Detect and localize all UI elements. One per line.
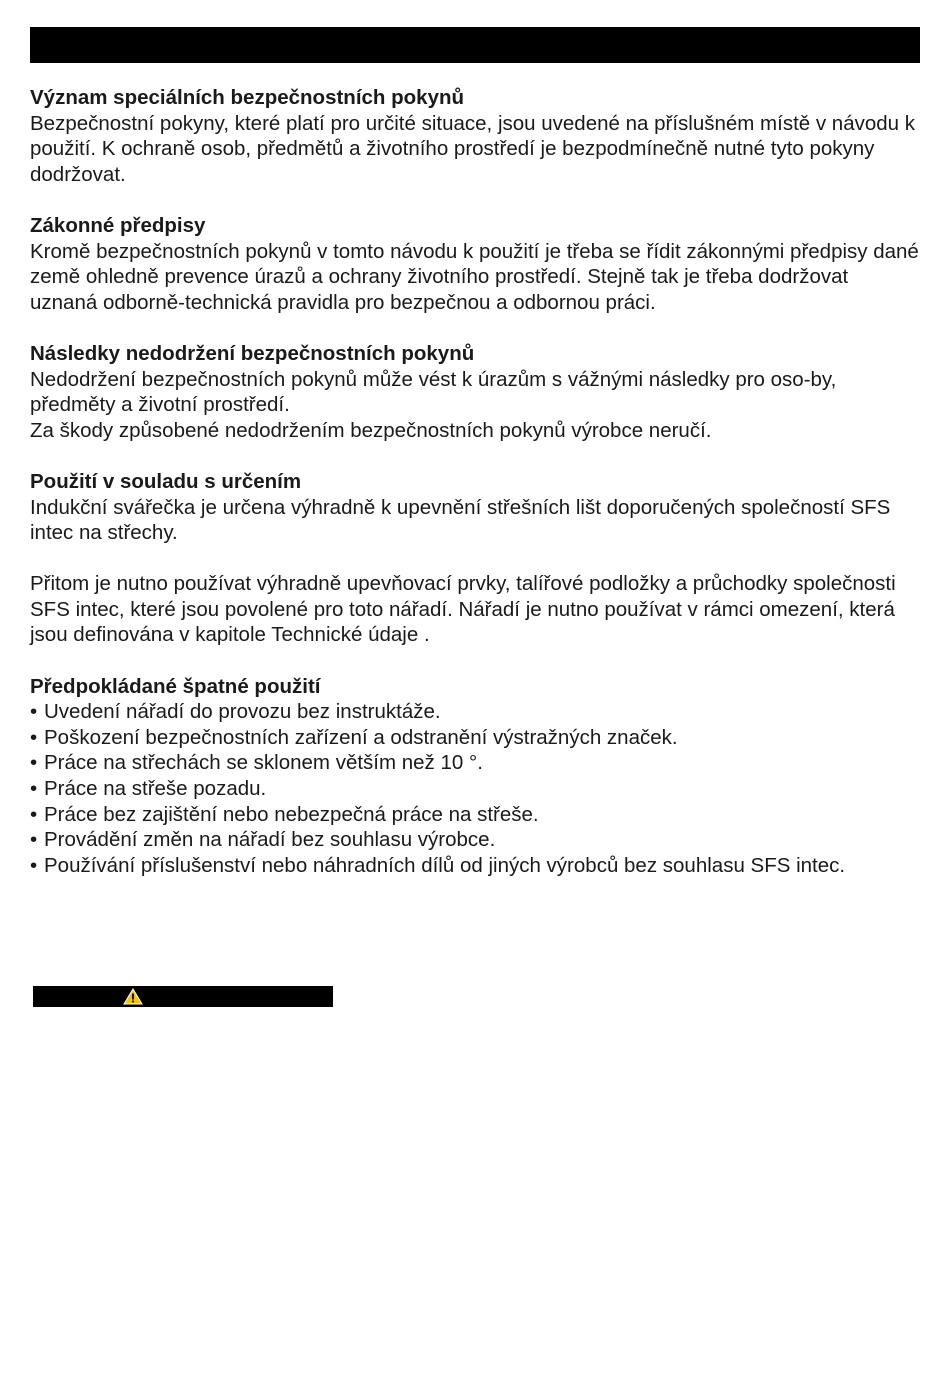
list-item [30, 827, 920, 853]
warning-bar [33, 986, 333, 1007]
header-bar [30, 27, 920, 63]
section-intended-use [30, 469, 920, 546]
section-fasteners [30, 571, 920, 648]
section-heading: Význam speciálních bezpečnostních pokynů [30, 86, 465, 109]
section-consequences [30, 341, 920, 443]
section-paragraph: Za škody způsobené nedodržením bezpečnostních pokynů výrobce neručí. [30, 418, 712, 442]
bullet: • [30, 802, 38, 826]
section-heading: Použití v souladu s určením [30, 469, 302, 493]
bullet: • [30, 853, 38, 877]
section-paragraph: Přitom je nutno používat výhradně upevňovací prvky, talířové podložky a průchodky společnosti SFS intec, které jsou povolené pro toto nářadí. Nářadí je nutno používat v rámci omezení, která jsou definována v kapitole Technické údaje . [30, 572, 896, 647]
list-item-text: Uvedení nářadí do provozu bez instruktáže. [44, 700, 441, 724]
section-special-safety [30, 85, 920, 187]
list-item-text: Poškození bezpečnostních zařízení a odstranění výstražných značek. [44, 725, 678, 749]
list-item-text: Práce bez zajištění nebo nebezpečná práce na střeše. [44, 802, 539, 826]
section-heading: Zákonné předpisy [30, 213, 206, 237]
section-misuse [30, 674, 920, 879]
section-legal-regulations [30, 213, 920, 315]
section-heading: Předpokládané špatné použití [30, 674, 321, 698]
bullet: • [30, 725, 38, 749]
bullet: • [30, 700, 38, 724]
bullet: • [30, 828, 38, 852]
list-item [30, 725, 920, 751]
list-item [30, 853, 920, 879]
bullet: • [30, 751, 38, 775]
list-item-text: Používání příslušenství nebo náhradních dílů od jiných výrobců bez souhlasu SFS intec. [44, 853, 846, 877]
list-item [30, 776, 920, 802]
list-item-text: Práce na střeše pozadu. [44, 777, 267, 801]
document-body [30, 85, 920, 904]
section-paragraph: Kromě bezpečnostních pokynů v tomto návodu k použití je třeba se řídit zákonnými předpisy dané země ohledně prevence úrazů a ochrany životního prostředí. Stejně tak je třeba dodržovat uznaná odborně-technická pravidla pro bezpečnou a odbornou práci. [30, 239, 919, 314]
section-heading: Následky nedodržení bezpečnostních pokynů [30, 341, 475, 365]
list-item [30, 802, 920, 828]
list-item-text: Provádění změn na nářadí bez souhlasu výrobce. [44, 828, 496, 852]
list-item [30, 750, 920, 776]
list-item-text: Práce na střechách se sklonem větším než 10 °. [44, 751, 483, 775]
misuse-list [30, 699, 920, 878]
list-item [30, 699, 920, 725]
section-paragraph: Bezpečnostní pokyny, které platí pro určité situace, jsou uvedené na příslušném místě v návodu k použití. K ochraně osob, předmětů a životního prostředí je bezpodmínečně nutné tyto pokyny dodržovat. [30, 111, 916, 186]
warning-triangle-icon [123, 988, 143, 1005]
section-paragraph: Nedodržení bezpečnostních pokynů může vést k úrazům s vážnými následky pro oso-by, předměty a životní prostředí. [30, 367, 837, 417]
section-paragraph: Indukční svářečka je určena výhradně k upevnění střešních lišt doporučených společností SFS intec na střechy. [30, 495, 891, 545]
bullet: • [30, 777, 38, 801]
